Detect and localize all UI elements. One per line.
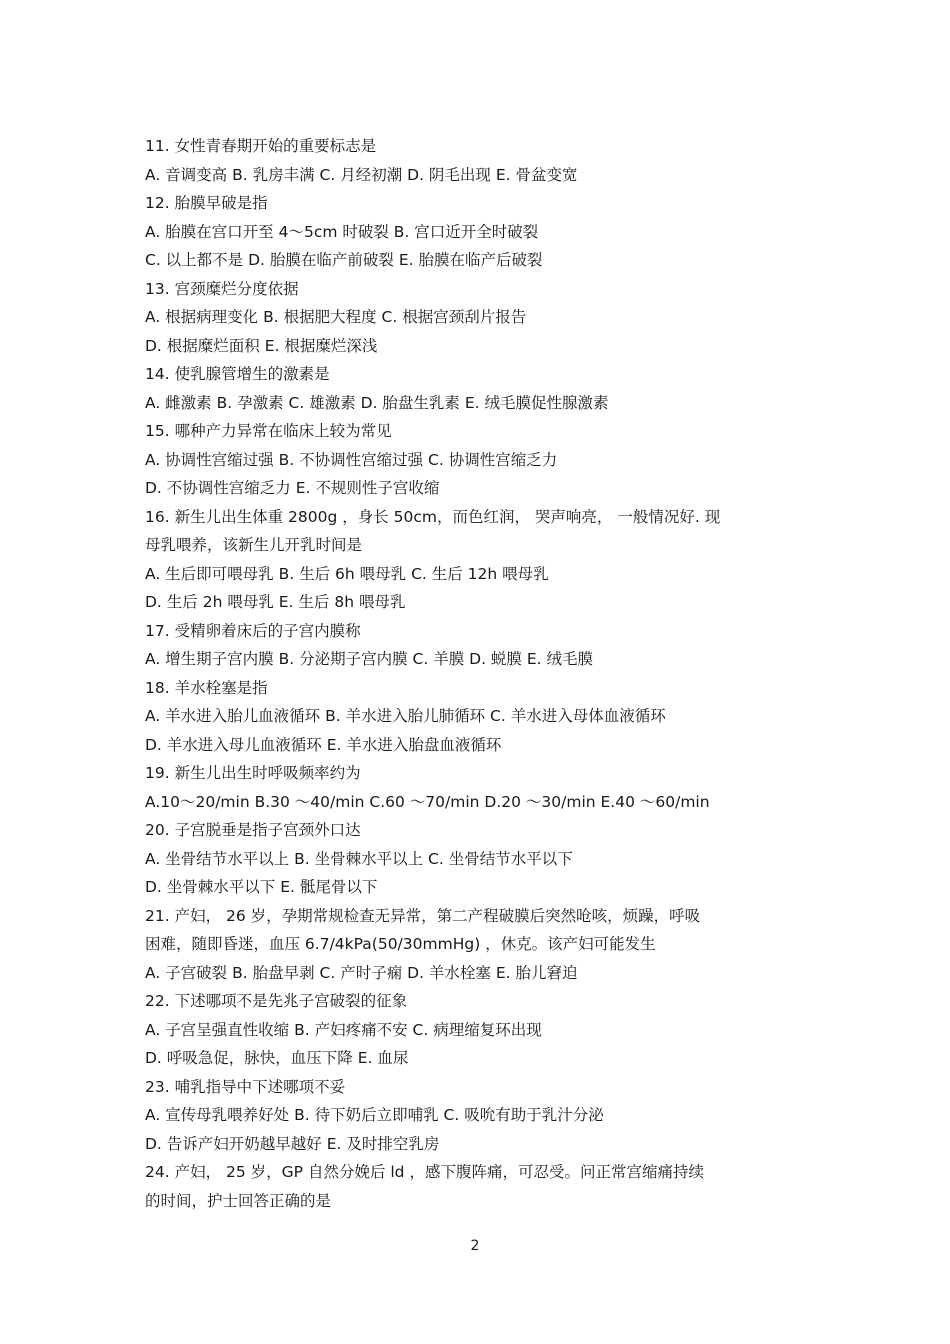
question-20-stem: 20. 子宫脱垂是指子宫颈外口达 (145, 821, 361, 839)
question-11-options: A. 音调变高 B. 乳房丰满 C. 月经初潮 D. 阴毛出现 E. 骨盆变宽 (145, 165, 578, 184)
question-16-options-1: A. 生后即可喂母乳 B. 生后 6h 喂母乳 C. 生后 12h 喂母乳 (145, 564, 549, 583)
question-16-stem-2: 母乳喂养，该新生儿开乳时间是 (145, 536, 363, 554)
question-14-stem: 14. 使乳腺管增生的激素是 (145, 365, 330, 383)
question-24-stem-1: 24. 产妇， 25 岁，GP 自然分娩后 ld ，感下腹阵痛，可忍受。问正常宫缩痛持续 (145, 1163, 704, 1181)
question-13-stem: 13. 宫颈糜烂分度依据 (145, 279, 299, 298)
question-15-options-1: A. 协调性宫缩过强 B. 不协调性宫缩过强 C. 协调性宫缩乏力 (145, 450, 558, 469)
question-23-options-2: D. 告诉产妇开奶越早越好 E. 及时排空乳房 (145, 1134, 440, 1153)
question-21-options: A. 子宫破裂 B. 胎盘早剥 C. 产时子痫 D. 羊水栓塞 E. 胎儿窘迫 (145, 963, 578, 982)
question-22-options-1: A. 子宫呈强直性收缩 B. 产妇疼痛不安 C. 病理缩复环出现 (145, 1020, 542, 1039)
question-list (145, 132, 825, 1215)
question-15-stem: 15. 哪种产力异常在临床上较为常见 (145, 422, 392, 440)
question-20-options-2: D. 坐骨棘水平以下 E. 骶尾骨以下 (145, 878, 378, 896)
question-18-options-2: D. 羊水进入母儿血液循环 E. 羊水进入胎盘血液循环 (145, 735, 502, 754)
question-16-options-2: D. 生后 2h 喂母乳 E. 生后 8h 喂母乳 (145, 593, 406, 611)
question-14-options: A. 雌激素 B. 孕激素 C. 雄激素 D. 胎盘生乳素 E. 绒毛膜促性腺激素 (145, 393, 609, 412)
question-12-options-2: C. 以上都不是 D. 胎膜在临产前破裂 E. 胎膜在临产后破裂 (145, 251, 543, 269)
question-23-stem: 23. 哺乳指导中下述哪项不妥 (145, 1077, 346, 1096)
question-20-options-1: A. 坐骨结节水平以上 B. 坐骨棘水平以上 C. 坐骨结节水平以下 (145, 849, 573, 868)
question-13-options-2: D. 根据糜烂面积 E. 根据糜烂深浅 (145, 336, 378, 355)
question-11-stem: 11. 女性青春期开始的重要标志是 (145, 137, 377, 155)
question-12-options-1: A. 胎膜在宫口开至 4～5cm 时破裂 B. 宫口近开全时破裂 (145, 222, 539, 241)
question-15-options-2: D. 不协调性宫缩乏力 E. 不规则性子宫收缩 (145, 479, 440, 497)
question-18-options-1: A. 羊水进入胎儿血液循环 B. 羊水进入胎儿肺循环 C. 羊水进入母体血液循环 (145, 707, 666, 725)
question-17-stem: 17. 受精卵着床后的子宫内膜称 (145, 621, 361, 640)
question-24-stem-2: 的时间，护士回答正确的是 (145, 1191, 332, 1210)
question-19-stem: 19. 新生儿出生时呼吸频率约为 (145, 764, 361, 782)
question-22-options-2: D. 呼吸急促，脉快，血压下降 E. 血尿 (145, 1049, 409, 1067)
question-18-stem: 18. 羊水栓塞是指 (145, 678, 268, 697)
question-22-stem: 22. 下述哪项不是先兆子宫破裂的征象 (145, 992, 408, 1010)
question-16-stem-1: 16. 新生儿出生体重 2800g ，身长 50cm，而色红润， 哭声响亮， 一般情况好. 现 (145, 507, 721, 526)
question-19-options: A.10～20/min B.30 ～40/min C.60 ～70/min D.20 ～30/min E.40 ～60/min (145, 792, 710, 811)
question-13-options-1: A. 根据病理变化 B. 根据肥大程度 C. 根据宫颈刮片报告 (145, 308, 527, 326)
page-number: 2 (470, 1238, 480, 1254)
question-21-stem-1: 21. 产妇， 26 岁，孕期常规检查无异常，第二产程破膜后突然呛咳，烦躁，呼吸 (145, 906, 701, 925)
question-23-options-1: A. 宣传母乳喂养好处 B. 待下奶后立即哺乳 C. 吸吮有助于乳汁分泌 (145, 1106, 604, 1124)
question-17-options: A. 增生期子宫内膜 B. 分泌期子宫内膜 C. 羊膜 D. 蜕膜 E. 绒毛膜 (145, 650, 593, 668)
question-12-stem: 12. 胎膜早破是指 (145, 194, 268, 212)
question-21-stem-2: 困难，随即昏迷，血压 6.7/4kPa(50/30mmHg) ，休克。该产妇可能发生 (145, 935, 656, 953)
